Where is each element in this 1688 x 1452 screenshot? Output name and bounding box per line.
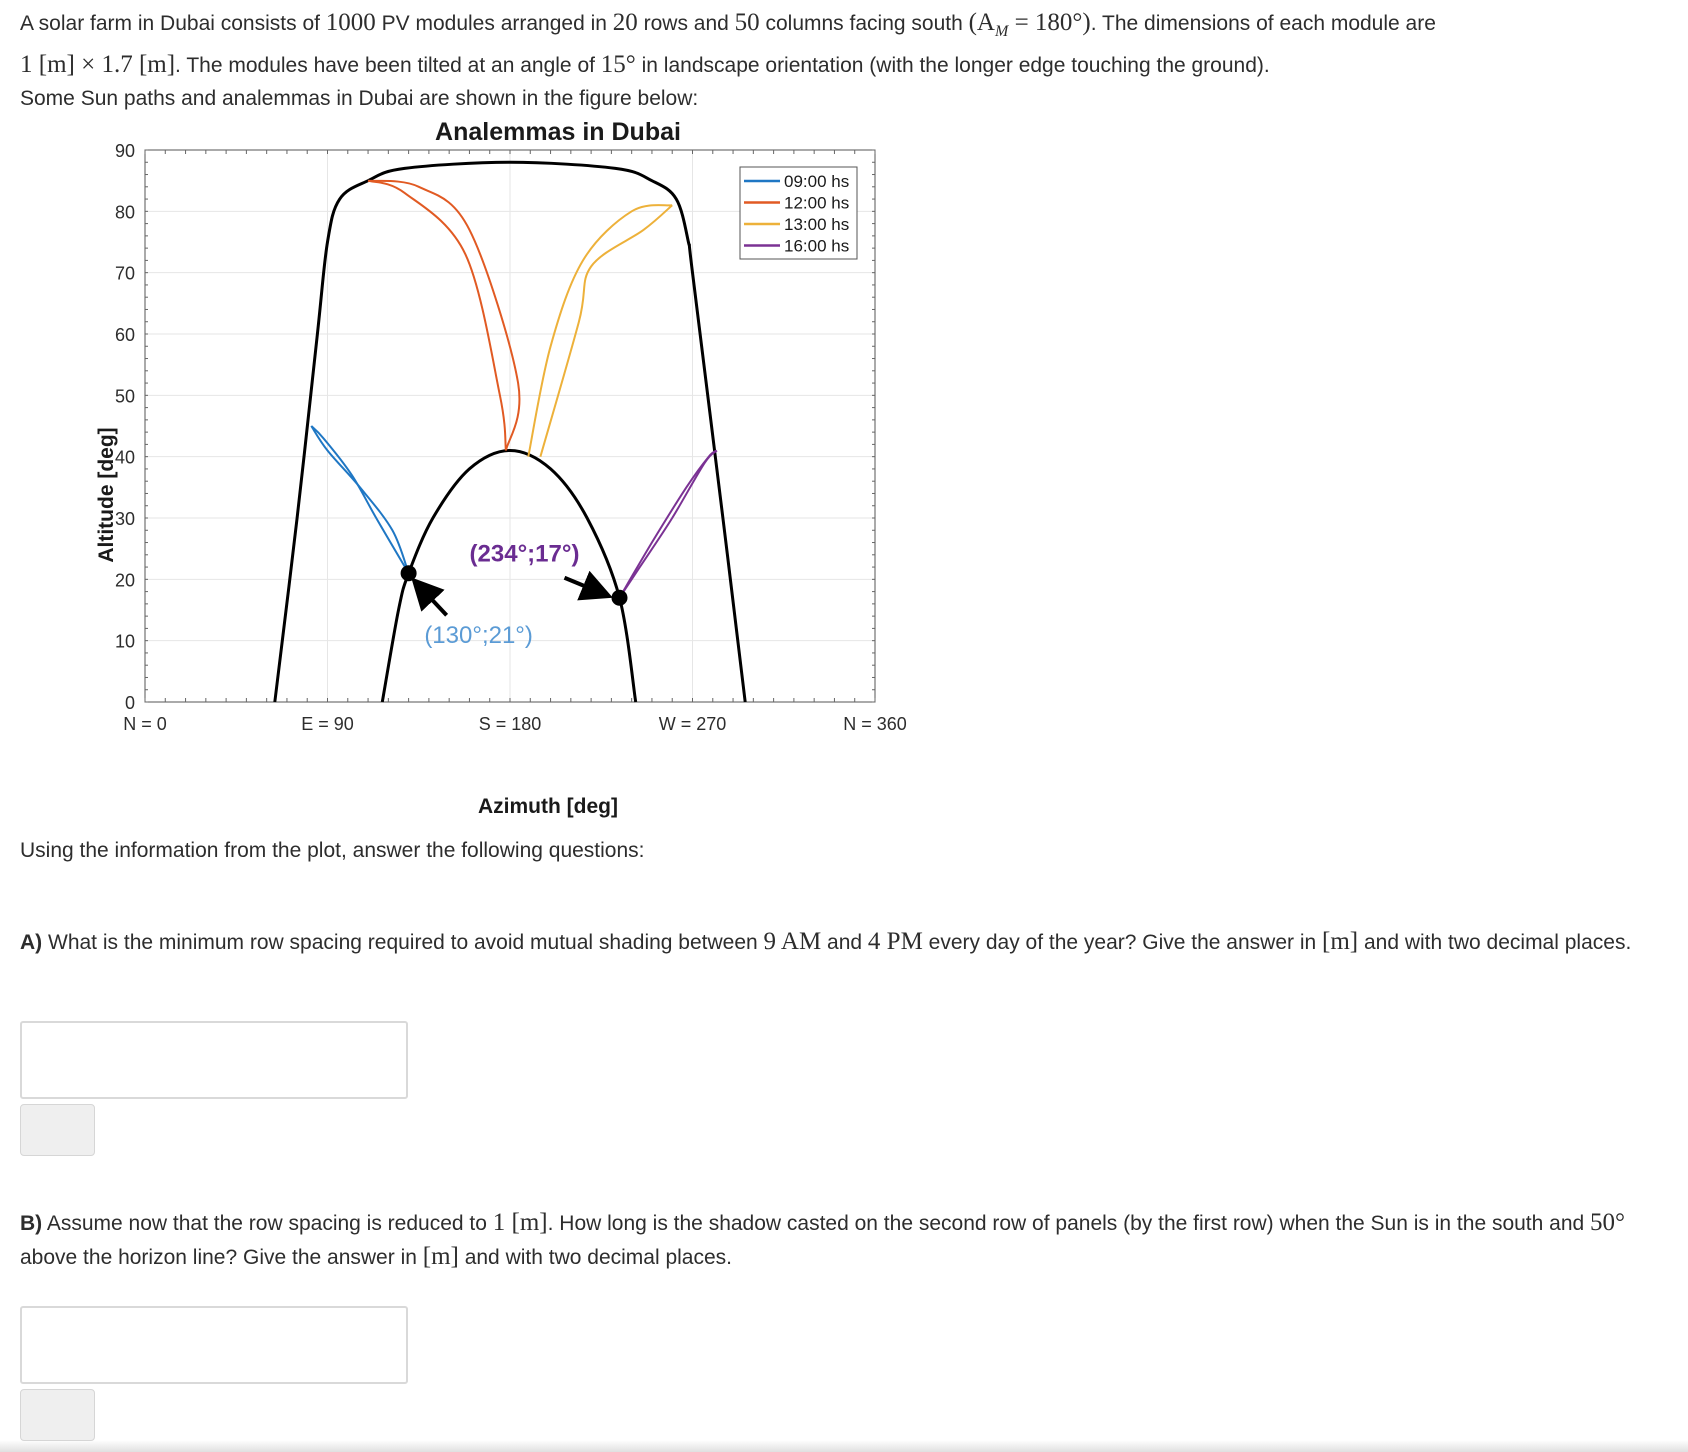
x-tick-label: N = 360 <box>843 714 907 734</box>
answer-a-input[interactable] <box>20 1021 408 1099</box>
answer-b-input[interactable] <box>20 1306 408 1384</box>
question-a-text: A) What is the minimum row spacing required to avoid mutual shading between 9 AM and 4 PM every day of the year? Give the answer in [m] and with two decimal places. <box>20 928 1632 955</box>
legend-entry: 16:00 hs <box>784 236 850 256</box>
y-tick-label: 70 <box>114 263 135 284</box>
y-tick-label: 50 <box>114 386 135 407</box>
chart-y-axis-label: Altitude [deg] <box>95 427 118 563</box>
plot-area <box>115 141 907 734</box>
analemma-line <box>540 205 672 457</box>
analemma-line <box>528 205 672 457</box>
legend-entry: 13:00 hs <box>784 215 850 234</box>
math-9am: 9 AM <box>763 928 822 955</box>
answer-a-submit-button[interactable] <box>20 1104 95 1156</box>
question-b-label: B) <box>20 1212 43 1235</box>
math-n-rows: 20 <box>612 9 638 36</box>
y-tick-label: 10 <box>114 631 135 652</box>
problem-intro <box>20 6 1660 115</box>
math-n-modules: 1000 <box>325 9 376 36</box>
math-azimuth: $(A_M = 180^\circ)$ <box>968 9 1091 40</box>
intro-line-1: A solar farm in Dubai consists of 1000 PV modules arranged in 20 rows and 50 columns facing south $(A_M = 180^\circ)$. The dimensions of each module are <box>20 9 1436 40</box>
y-tick-label: 0 <box>124 693 135 713</box>
y-tick-label: 20 <box>114 570 135 591</box>
legend-entry: 09:00 hs <box>784 172 850 191</box>
answer-b-submit-button[interactable] <box>20 1389 95 1441</box>
intro-line-3: Some Sun paths and analemmas in Dubai are shown in the figure below: <box>20 87 699 110</box>
analemma-line <box>368 181 506 451</box>
sun-path-line <box>382 451 635 703</box>
math-unit-m-b: [m] <box>422 1243 459 1270</box>
x-tick-label: E = 90 <box>301 714 354 734</box>
marker-point <box>612 590 628 606</box>
marker-label: (130°;21°) <box>424 622 533 650</box>
marker-label: (234°;17°) <box>469 540 580 568</box>
question-a-label: A) <box>20 931 43 954</box>
math-50deg: 50° <box>1590 1209 1626 1236</box>
question-b <box>20 1206 1660 1274</box>
x-tick-label: W = 270 <box>658 714 727 734</box>
y-tick-label: 60 <box>114 325 135 345</box>
instruction-text: Using the information from the plot, answer the following questions: <box>20 839 645 862</box>
analemma-line <box>311 426 408 573</box>
question-b-text: B) Assume now that the row spacing is reduced to 1 [m]. How long is the shadow casted on the second row of panels (by the first row) when the Sun is in the south and 50° above the horizon line? Give the answer in [m] and with two decimal places. <box>20 1209 1626 1270</box>
analemma-line <box>368 181 519 451</box>
math-unit-m: [m] <box>1322 928 1359 955</box>
math-4pm: 4 PM <box>867 928 923 955</box>
x-tick-label: S = 180 <box>478 714 542 734</box>
y-tick-label: 30 <box>114 509 135 529</box>
bottom-shadow <box>0 1440 1688 1452</box>
analemma-chart <box>80 115 1000 830</box>
analemma-line <box>620 451 717 598</box>
marker-arrow <box>417 583 447 615</box>
math-n-cols: 50 <box>734 9 760 36</box>
legend-entry: 12:00 hs <box>784 193 850 213</box>
intro-line-2: 1 [m] × 1.7 [m]. The modules have been tilted at an angle of 15° in landscape orientation (with the longer edge touching the ground). <box>20 51 1270 78</box>
chart-x-axis-label: Azimuth [deg] <box>478 795 618 818</box>
marker-point <box>401 565 417 581</box>
math-dimensions: 1 [m] × 1.7 [m] <box>20 51 176 78</box>
question-a <box>20 925 1660 959</box>
y-tick-label: 40 <box>114 447 135 468</box>
x-tick-label: N = 0 <box>123 714 167 734</box>
math-tilt: 15° <box>600 51 636 78</box>
y-tick-label: 90 <box>114 141 135 161</box>
y-tick-label: 80 <box>114 202 135 223</box>
marker-arrow <box>565 578 606 595</box>
chart-title: Analemmas in Dubai <box>435 118 681 146</box>
math-1m: 1 [m] <box>492 1209 548 1236</box>
